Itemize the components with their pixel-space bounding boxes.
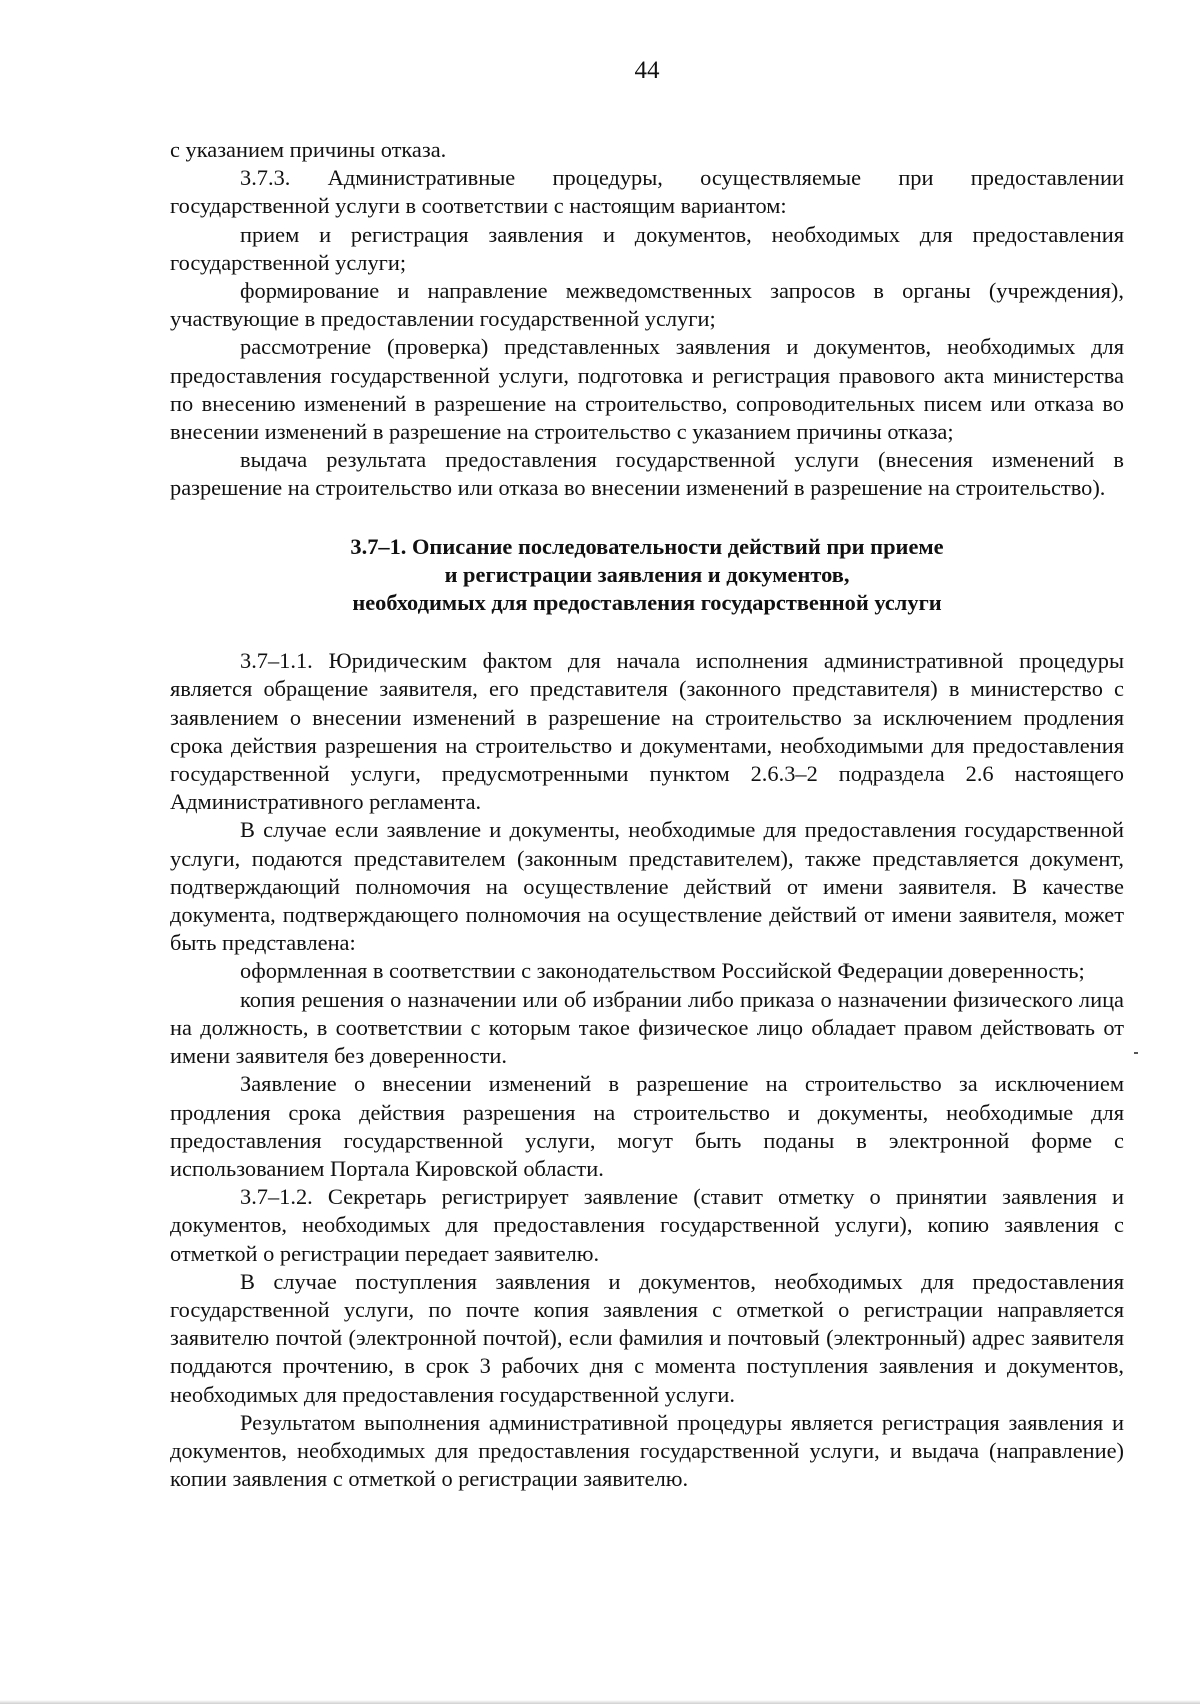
- paragraph: выдача результата предоставления государственной услуги (внесения изменений в разрешение на строительство или отказа во внесении изменений в разрешение на строительство).: [170, 447, 1124, 501]
- paragraph: копия решения о назначении или об избрании либо приказа о назначении физического лица на должность, в соответствии с которым такое физическое лицо обладает правом действовать от имени заявителя без доверенности.: [170, 986, 1124, 1069]
- paragraph: В случае если заявление и документы, необходимые для предоставления государственной услуги, подаются представителем (законным представителем), также представляется документ, подтверждающий полномочия на осуществление действий от имени заявителя. В качестве документа, подтверждающего полномочия на осуществление действий от имени заявителя, может быть представлена:: [170, 817, 1124, 956]
- paragraph: рассмотрение (проверка) представленных заявления и документов, необходимых для предоставления государственной услуги, подготовка и регистрация правового акта министерства по внесению изменений в разрешение на строительство, сопроводительных писем или отказа во внесении изменений в разрешение на строительство с указанием причины отказа;: [170, 334, 1124, 445]
- section-heading: [170, 533, 1124, 618]
- scan-speck: [1134, 1052, 1138, 1054]
- text-block-after: [170, 647, 1124, 1493]
- section-heading-line: необходимых для предоставления государственной услуги: [352, 590, 942, 616]
- paragraph: Результатом выполнения административной процедуры является регистрация заявления и документов, необходимых для предоставления государственной услуги, и выдача (направление) копии заявления с отметкой о регистрации заявителю.: [170, 1409, 1124, 1492]
- paragraph: с указанием причины отказа.: [170, 137, 447, 162]
- paragraph: 3.7.3. Административные процедуры, осуществляемые при предоставлении государственной услуги в соответствии с настоящим вариантом:: [170, 165, 1124, 219]
- paragraph: 3.7–1.1. Юридическим фактом для начала исполнения административной процедуры является обращение заявителя, его представителя (законного представителя) в министерство с заявлением о внесении изменений в разрешение на строительство за исключением продления срока действия разрешения на строительство и документами, необходимыми для предоставления государственной услуги, предусмотренными пунктом 2.6.3–2 подраздела 2.6 настоящего Административного регламента.: [170, 648, 1124, 815]
- text-block-before: [170, 136, 1124, 503]
- section-heading-line: 3.7–1. Описание последовательности действий при приеме: [350, 533, 944, 559]
- paragraph: оформленная в соответствии с законодательством Российской Федерации доверенность;: [240, 958, 1085, 984]
- paragraph: формирование и направление межведомственных запросов в органы (учреждения), участвующие в предоставлении государственной услуги;: [170, 278, 1124, 332]
- paragraph: В случае поступления заявления и документов, необходимых для предоставления государственной услуги, по почте копия заявления с отметкой о регистрации направляется заявителю почтой (электронной почтой), если фамилия и почтовый (электронный) адрес заявителя поддаются прочтению, в срок 3 рабочих дня с момента поступления заявления и документов, необходимых для предоставления государственной услуги.: [170, 1268, 1124, 1407]
- paragraph: 3.7–1.2. Секретарь регистрирует заявление (ставит отметку о принятии заявления и документов, необходимых для предоставления государственной услуги), копию заявления с отметкой о регистрации передает заявителю.: [170, 1184, 1124, 1266]
- document-page: [170, 56, 1124, 1493]
- page-number: 44: [634, 57, 660, 84]
- scan-bottom-edge: [0, 1700, 1200, 1704]
- paragraph: Заявление о внесении изменений в разрешение на строительство за исключением продления срока действия разрешения на строительство и документы, необходимые для предоставления государственной услуги, могут быть поданы в электронной форме с использованием Портала Кировской области.: [170, 1071, 1124, 1181]
- section-heading-line: и регистрации заявления и документов,: [444, 561, 850, 587]
- paragraph: прием и регистрация заявления и документов, необходимых для предоставления государственной услуги;: [170, 221, 1124, 275]
